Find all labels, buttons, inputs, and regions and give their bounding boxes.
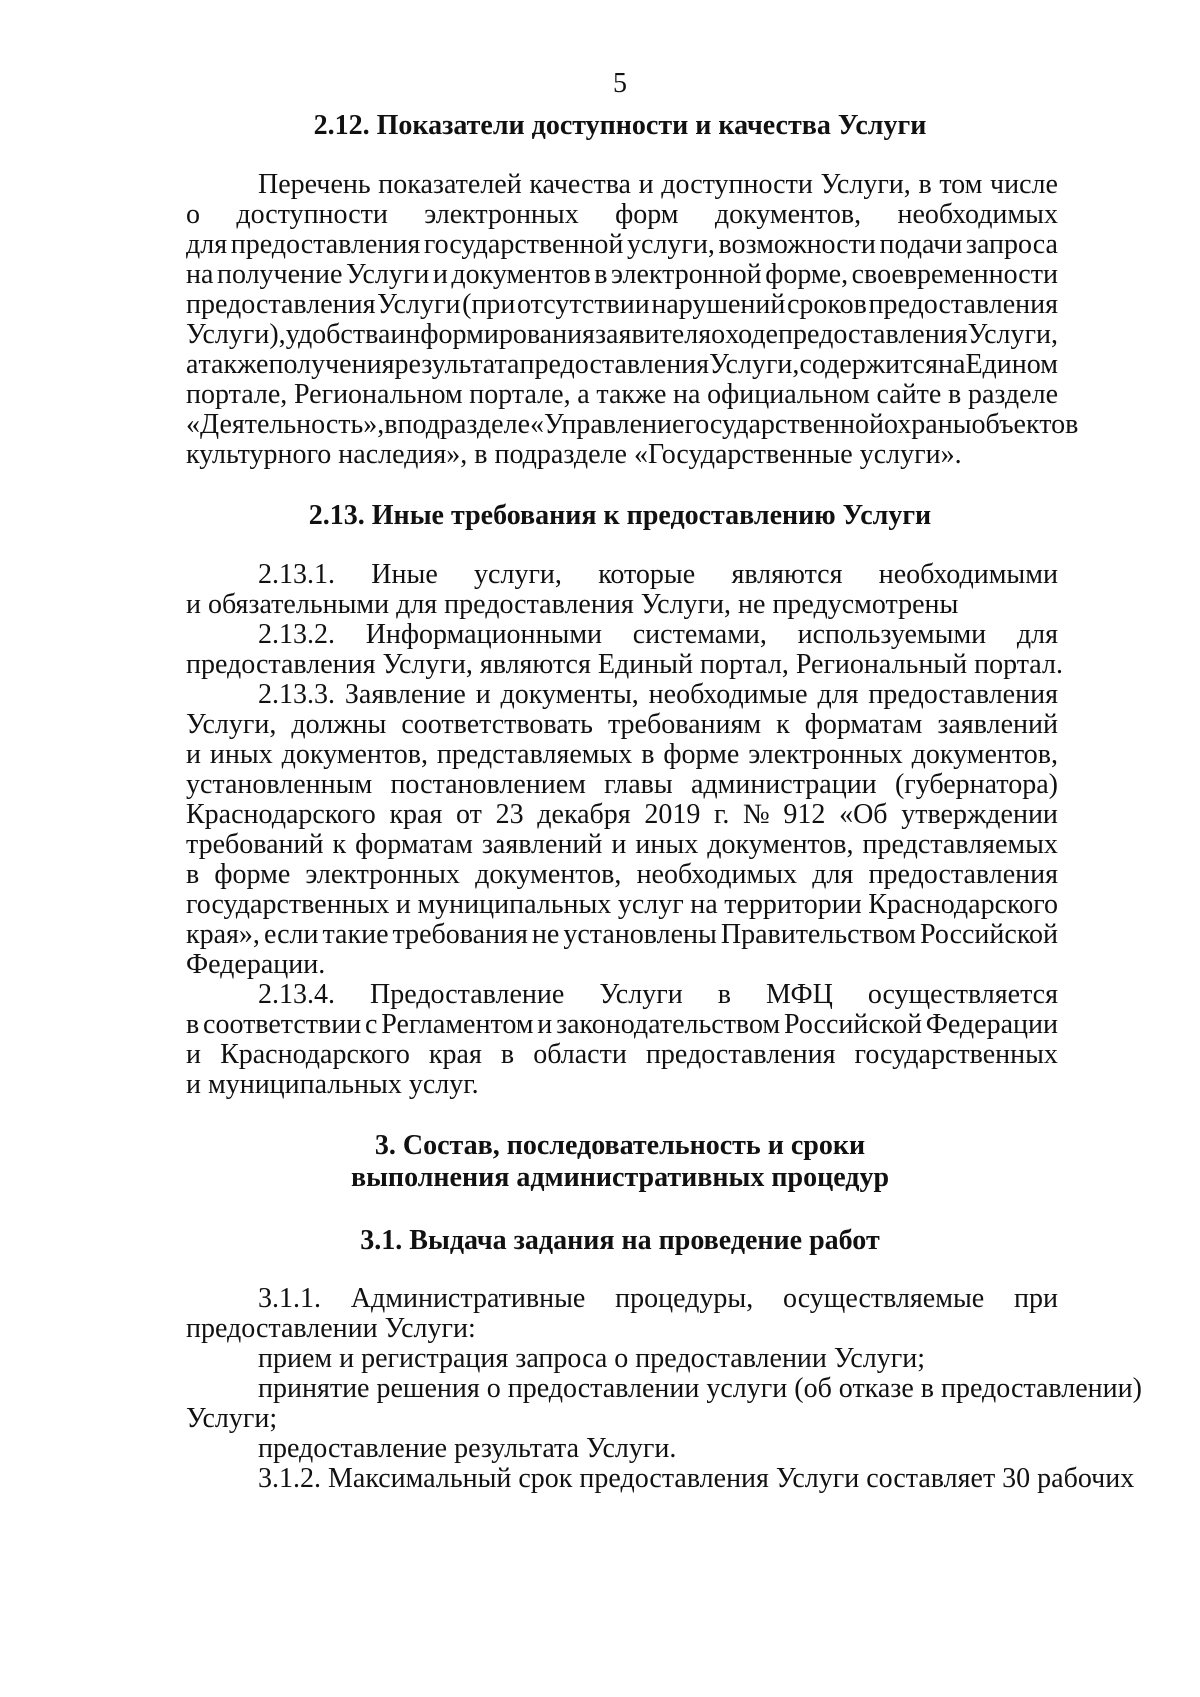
paragraph-line: Краснодарского края от 23 декабря 2019 г. № 912 «Об утверждении: [186, 799, 1058, 830]
paragraph-line: края», если такие требования не установлены Правительством Российской: [186, 919, 1058, 950]
paragraph-line: 2.13.3. Заявление и документы, необходимые для предоставления: [258, 679, 1058, 710]
section-3-title-line-1: 3. Состав, последовательность и сроки: [374, 1130, 866, 1161]
paragraph-line: 3.1.2. Максимальный срок предоставления Услуги составляет 30 рабочих: [258, 1463, 1135, 1494]
section-2-12-paragraph: [186, 169, 1079, 470]
paragraph-line: Услуги;: [186, 1403, 278, 1434]
paragraph-line: Федерации.: [186, 949, 326, 980]
paragraph-line: в форме электронных документов, необходимых для предоставления: [186, 859, 1058, 890]
paragraph-line: 3.1.1. Административные процедуры, осуществляемые при: [258, 1283, 1058, 1314]
paragraph-line: о доступности электронных форм документов, необходимых: [186, 199, 1058, 230]
section-2-12-title: 2.12. Показатели доступности и качества Услуги: [313, 110, 927, 141]
paragraph-line: культурного наследия», в подразделе «Государственные услуги».: [186, 439, 962, 470]
paragraph-line: требований к форматам заявлений и иных документов, представляемых: [186, 829, 1058, 860]
paragraph-line: прием и регистрация запроса о предоставлении Услуги;: [258, 1343, 926, 1374]
paragraph-line: установленным постановлением главы администрации (губернатора): [186, 769, 1058, 800]
paragraph-line: «Деятельность», в подразделе «Управление государственной охраны объектов: [186, 409, 1079, 440]
paragraph-line: Перечень показателей качества и доступности Услуги, в том числе: [258, 169, 1058, 200]
section-3-title-line-2: выполнения административных процедур: [350, 1162, 890, 1193]
paragraph-line: и муниципальных услуг.: [186, 1069, 479, 1100]
section-3-1-title: 3.1. Выдача задания на проведение работ: [360, 1225, 880, 1256]
paragraph-line: Услуги), удобства информирования заявителя о ходе предоставления Услуги,: [186, 319, 1058, 350]
paragraph-line: и Краснодарского края в области предоставления государственных: [186, 1039, 1058, 1070]
paragraph-line: предоставления Услуги, являются Единый портал, Региональный портал.: [186, 649, 1063, 680]
paragraph-line: и иных документов, представляемых в форме электронных документов,: [186, 739, 1058, 770]
paragraph-line: принятие решения о предоставлении услуги (об отказе в предоставлении): [258, 1373, 1142, 1404]
paragraph-line: для предоставления государственной услуги, возможности подачи запроса: [186, 229, 1058, 260]
paragraph-line: в соответствии с Регламентом и законодательством Российской Федерации: [186, 1009, 1058, 1040]
paragraph-line: а также получения результата предоставления Услуги, содержится на Едином: [186, 349, 1058, 380]
paragraph-line: портале, Региональном портале, а также на официальном сайте в разделе: [186, 379, 1058, 410]
paragraph-line: на получение Услуги и документов в электронной форме, своевременности: [186, 259, 1058, 290]
paragraph-line: государственных и муниципальных услуг на территории Краснодарского: [186, 889, 1058, 920]
paragraph-line: Услуги, должны соответствовать требованиям к форматам заявлений: [186, 709, 1058, 740]
section-3-title: [0, 1130, 1200, 1194]
paragraph-line: 2.13.2. Информационными системами, используемыми для: [258, 619, 1058, 650]
paragraph-line: предоставлении Услуги:: [186, 1313, 476, 1344]
paragraph-line: предоставления Услуги (при отсутствии нарушений сроков предоставления: [186, 289, 1058, 320]
paragraph-line: предоставление результата Услуги.: [258, 1433, 677, 1464]
page-number: 5: [613, 68, 627, 99]
paragraph-line: 2.13.4. Предоставление Услуги в МФЦ осуществляется: [258, 979, 1058, 1010]
paragraph-line: и обязательными для предоставления Услуги, не предусмотрены: [186, 589, 959, 620]
section-2-13-paragraphs: [186, 559, 1063, 1100]
section-3-1-paragraphs: [186, 1283, 1142, 1494]
paragraph-line: 2.13.1. Иные услуги, которые являются необходимыми: [258, 559, 1058, 590]
section-2-13-title: 2.13. Иные требования к предоставлению Услуги: [308, 500, 932, 531]
